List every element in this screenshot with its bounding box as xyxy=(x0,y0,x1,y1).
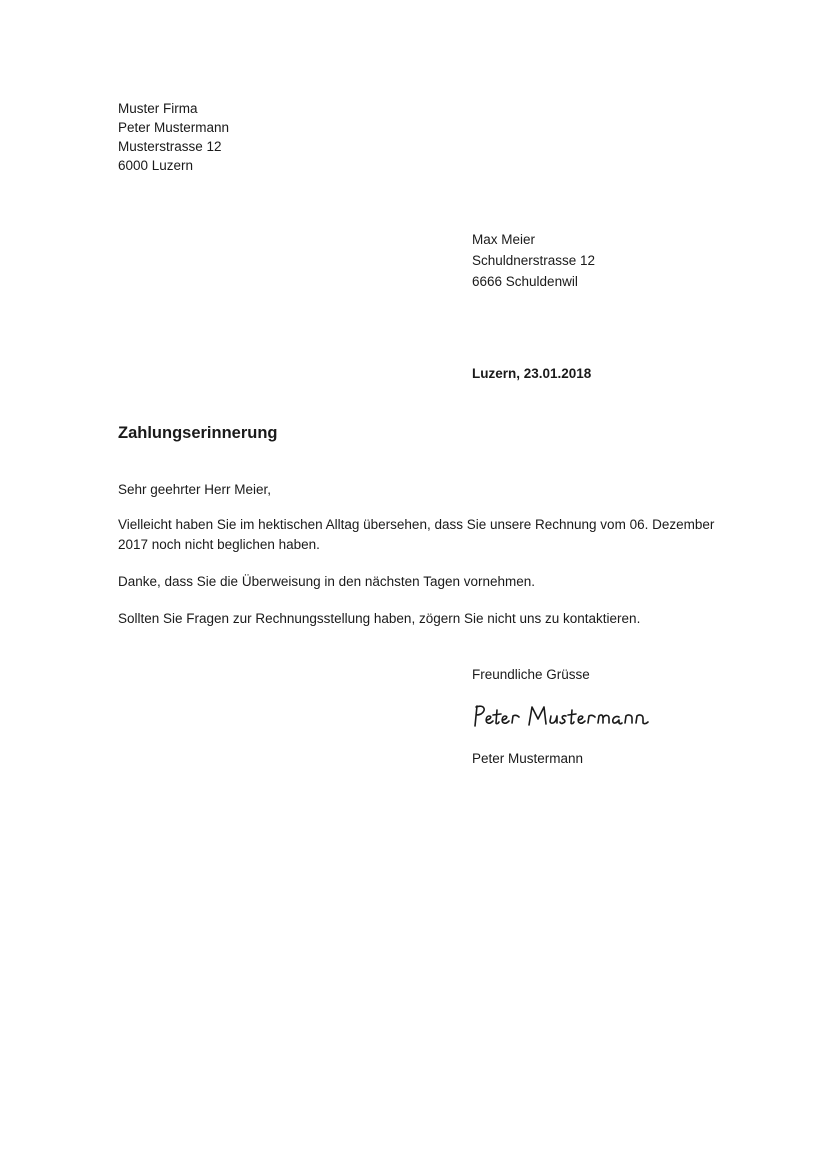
salutation: Sehr geehrter Herr Meier, xyxy=(118,482,272,497)
recipient-name: Max Meier xyxy=(472,232,536,247)
closing-phrase: Freundliche Grüsse xyxy=(472,667,590,682)
sender-name: Peter Mustermann xyxy=(118,120,230,135)
handwritten-signature xyxy=(472,700,672,734)
body-paragraph-1-line-2: 2017 noch nicht beglichen haben. xyxy=(118,537,320,552)
recipient-street: Schuldnerstrasse 12 xyxy=(472,253,596,268)
signature-icon xyxy=(472,700,662,734)
letter-date: Luzern, 23.01.2018 xyxy=(472,366,592,381)
body-paragraph-1-line-1: Vielleicht haben Sie im hektischen Alltag übersehen, dass Sie unsere Rechnung vom 06. Dezember xyxy=(118,517,715,532)
body-paragraph-1 xyxy=(118,515,738,555)
sender-city: 6000 Luzern xyxy=(118,158,194,173)
sender-street: Musterstrasse 12 xyxy=(118,139,222,154)
letter-subject: Zahlungserinnerung xyxy=(118,424,278,442)
recipient-city: 6666 Schuldenwil xyxy=(472,274,578,289)
sender-address xyxy=(118,99,229,175)
body-paragraph-3: Sollten Sie Fragen zur Rechnungsstellung haben, zögern Sie nicht uns zu kontaktieren. xyxy=(118,611,641,626)
sender-company: Muster Firma xyxy=(118,101,198,116)
body-paragraph-2: Danke, dass Sie die Überweisung in den nächsten Tagen vornehmen. xyxy=(118,574,536,589)
signer-name: Peter Mustermann xyxy=(472,751,584,766)
recipient-address xyxy=(472,229,595,292)
